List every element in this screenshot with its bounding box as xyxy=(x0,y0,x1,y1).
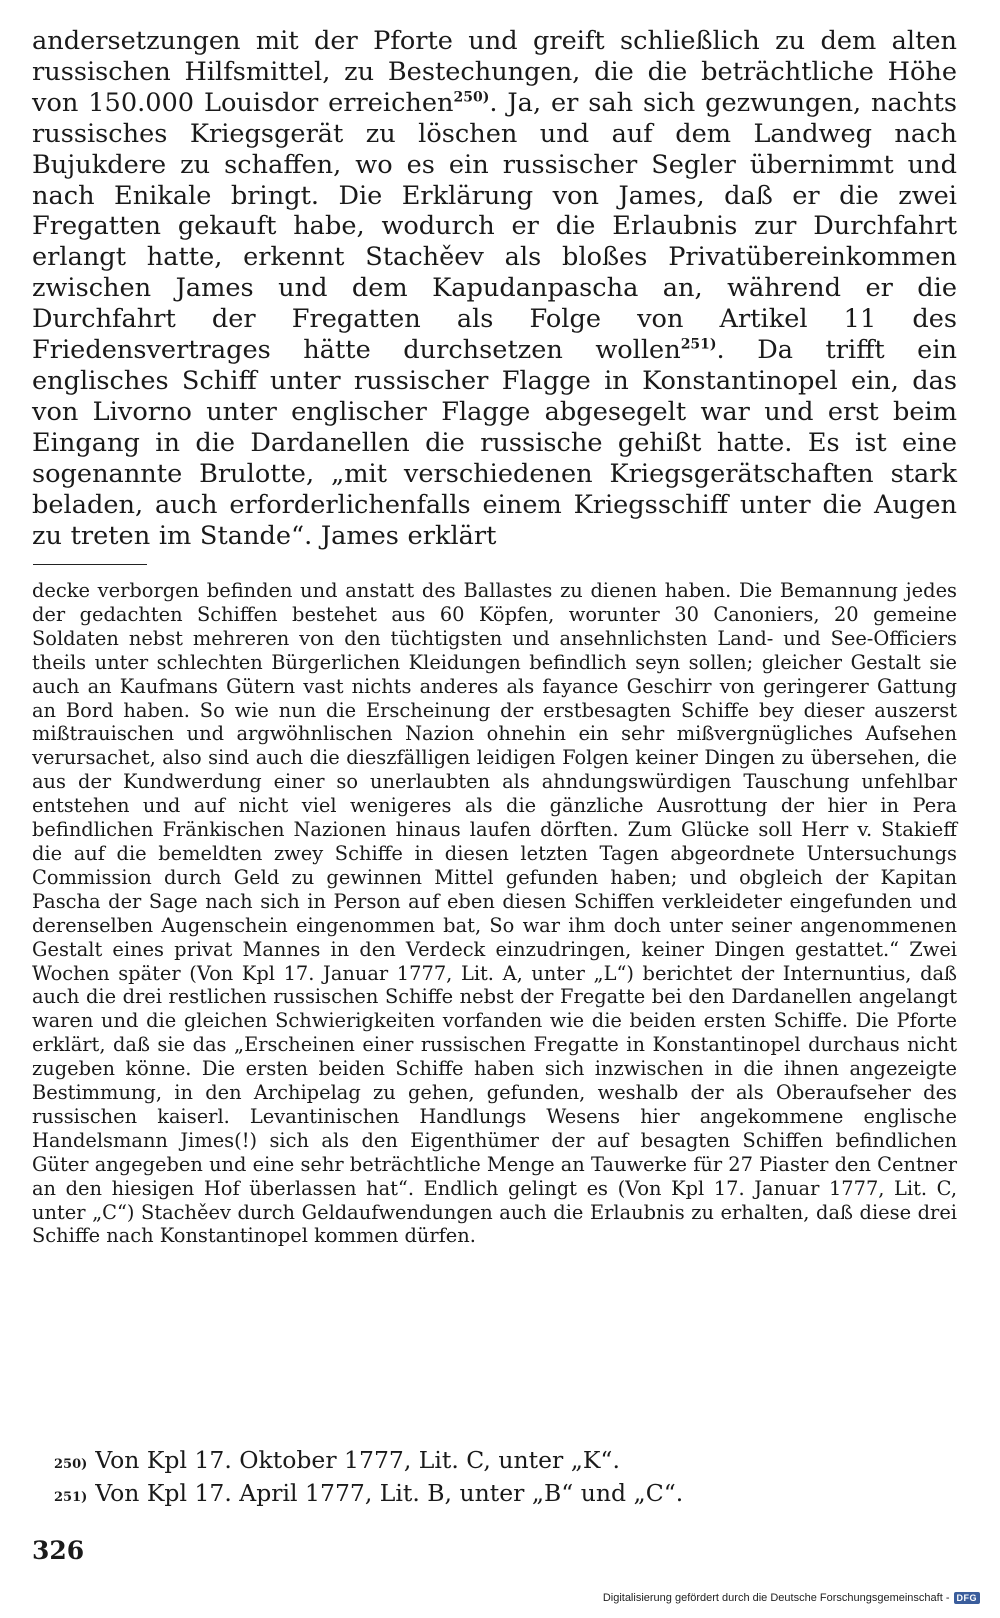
digitization-credit xyxy=(603,1592,980,1604)
main-text-part-2: . Ja, er sah sich gezwungen, nachts russisches Kriegsgerät zu löschen und auf dem Landweg nach Bujukdere zu schaffen, wo es ein russischer Segler übernimmt und nach Enikale bringt. Die Erklärung von James, daß er die zwei Fregatten gekauft habe, wodurch er die Erlaubnis zur Durchfahrt erlangt hatte, erkennt Stachěev als bloßes Privatübereinkommen zwischen James und dem Kapudanpascha an, während er die Durchfahrt der Fregatten als Folge von Artikel 11 des Friedensvertrages hätte durchsetzen wollen xyxy=(32,87,957,366)
main-text-part-1: andersetzungen mit der Pforte und greift schließlich zu dem alten russischen Hilfsmittel, zu Bestechungen, die die beträchtliche Höhe von 150.000 Louisdor erreichen xyxy=(32,26,957,118)
footnote-ref-251[interactable]: 251) xyxy=(680,336,717,353)
footnote-continuation: decke verborgen befinden und anstatt des Ballastes zu dienen haben. Die Bemannung jedes der gedachten Schiffen bestehet aus 60 Köpfen, worunter 30 Canoniers, 20 gemeine Soldaten nebst mehreren von den tüchtigsten und ansehnlichsten Land- und See-Officiers theils unter schlechten Bürgerlichen Kleidungen befindlich seyn sollen; gleicher Gestalt sie auch an Kaufmans Gütern vast nichts anderes als fayance Geschirr von geringerer Gattung an Bord haben. So wie nun die Erscheinung der erstbesagten Schiffe bey dieser auszerst mißtrauischen und argwöhnlischen Nazion ohnehin ein sehr mißvergnügliches Aufsehen verursachet, also sind auch die dieszfälligen leidigen Folgen keiner Dingen zu übersehen, die aus der Kundwerdung einer so unerlaubten als ahndungswürdigen Tauschung unfehlbar entstehen und auf nicht viel wenigeres als die gänzliche Ausrottung der hier in Pera befindlichen Fränkischen Nazionen hinaus laufen dörften. Zum Glücke soll Herr v. Stakieff die auf die bemeldten zwey Schiffe in diesen letzten Tagen abgeordnete Untersuchungs Commission durch Geld zu gewinnen Mittel gefunden haben; und obgleich der Kapitan Pascha der Sage nach sich in Person auf eben diesen Schiffen verkleideter eingefunden und derenselben Augenschein eingenommen bat, So war ihm doch unter seiner angenommenen Gestalt eines privat Mannes in den Verdeck einzudringen, keiner Dingen gestattet.“ Zwei Wochen später (Von Kpl 17. Januar 1777, Lit. A, unter „L“) berichtet der Internuntius, daß auch die drei restlichen russischen Schiffe nebst der Fregatte bei den Dardanellen angelangt waren und die gleichen Schwierigkeiten vorfanden wie die beiden ersten Schiffe. Die Pforte erklärt, daß sie das „Erscheinen einer russischen Fregatte in Konstantinopel durchaus nicht zugeben könne. Die ersten beiden Schiffe haben sich inzwischen in die ihnen angezeigte Bestimmung, in den Archipelag zu gehen, gefunden, weshalb der als Oberaufseher des russischen kaiserl. Levantinischen Handlungs Wesens hier angekommene englische Handelsmann Jimes(!) sich als den Eigenthümer der auf besagten Schiffen befindlichen Güter angegeben und eine sehr beträchtliche Menge an Tauwerke für 27 Piaster den Centner an den hiesigen Hof überlassen hat“. Endlich gelingt es (Von Kpl 17. Januar 1777, Lit. C, unter „C“) Stachěev durch Geldaufwendungen auch die Erlaubnis zu erhalten, daß diese drei Schiffe nach Konstantinopel kommen dürfen. xyxy=(32,579,957,1248)
main-text-part-3: . Da trifft ein englisches Schiff unter russischer Flagge in Konstantinopel ein, das von Livorno unter englischer Flagge abgesegelt war und erst beim Eingang in die Dardanellen die russische gehißt hatte. Es ist eine sogenannte Brulotte, „mit verschiedenen Kriegsgerätschaften stark beladen, auch erforderlichenfalls einem Kriegsschiff unter die Augen zu treten im Stande“. James erklärt xyxy=(32,335,957,551)
footnote-divider xyxy=(33,564,147,565)
dfg-logo-icon: DFG xyxy=(954,1592,981,1604)
footnote-number: 251) xyxy=(54,1490,88,1505)
footnote-list xyxy=(32,1446,957,1512)
footnote-number: 250) xyxy=(54,1457,88,1472)
footnote-ref-250[interactable]: 250) xyxy=(453,89,490,106)
footnote-251 xyxy=(32,1479,957,1512)
footnote-text: Von Kpl 17. Oktober 1777, Lit. C, unter „K“. xyxy=(95,1446,620,1474)
footnote-text: Von Kpl 17. April 1777, Lit. B, unter „B“ und „C“. xyxy=(95,1479,684,1507)
page-number: 326 xyxy=(32,1536,85,1565)
footnote-250 xyxy=(32,1446,957,1479)
main-paragraph xyxy=(32,26,957,551)
credit-text: Digitalisierung gefördert durch die Deutsche Forschungsgemeinschaft - xyxy=(602,1592,950,1604)
